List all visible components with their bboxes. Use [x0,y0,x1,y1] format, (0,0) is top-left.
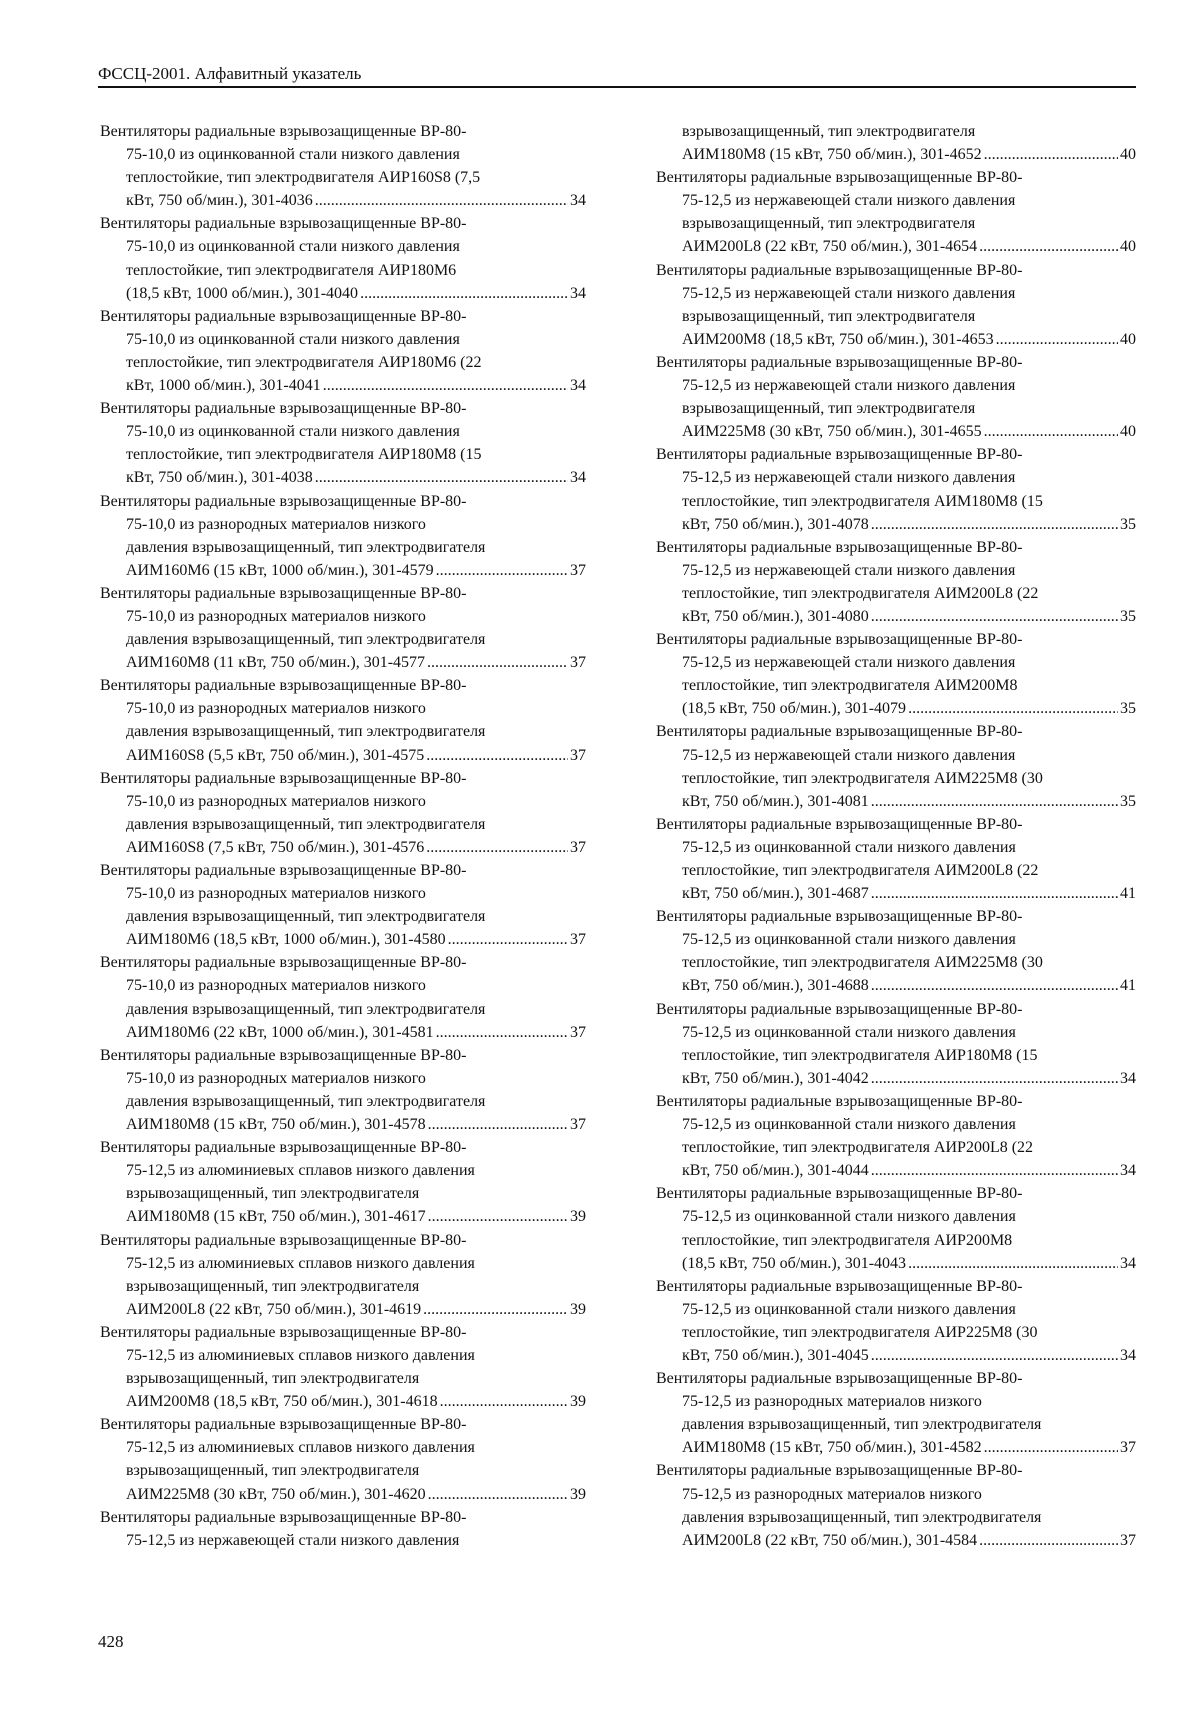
index-entry-text: АИМ200М8 (18,5 кВт, 750 об/мин.), 301-4653 [682,330,994,348]
dot-leader [984,1436,1118,1459]
index-entry-line: 75-10,0 из разнородных материалов низкого [126,792,426,810]
index-entry-text: АИМ180М8 (15 кВт, 750 об/мин.), 301-4582 [682,1439,982,1457]
index-entry-line: Вентиляторы радиальные взрывозащищенные ВР-80- [100,584,467,602]
index-entry-text: кВт, 750 об/мин.), 301-4080 [682,607,869,625]
dot-leader [996,328,1118,351]
index-entry-line: Вентиляторы радиальные взрывозащищенные ВР-80- [100,123,467,140]
dot-leader [908,1252,1118,1275]
index-entry [656,1090,1136,1182]
index-entry-line: взрывозащищенный, тип электродвигателя [126,1462,420,1480]
index-entry [656,1367,1136,1459]
dot-leader [428,1113,568,1136]
index-entry-line: давления взрывозащищенный, тип электродвигателя [682,1416,1042,1434]
index-entry-page: 37 [570,838,586,856]
index-entry-line: взрывозащищенный, тип электродвигателя [126,1277,420,1295]
index-entry-line: 75-12,5 из оцинкованной стали низкого давления [682,1023,1016,1041]
index-entry-text: АИМ200L8 (22 кВт, 750 об/мин.), 301-4654 [682,238,978,256]
dot-leader [323,374,568,397]
index-entry-last-line [100,374,586,397]
index-entry-line: давления взрывозащищенный, тип электродвигателя [126,815,486,833]
index-entry-line: 75-12,5 из нержавеющей стали низкого давления [682,469,1016,487]
index-entry-line: 75-12,5 из нержавеющей стали низкого давления [682,192,1016,210]
index-entry-line: Вентиляторы радиальные взрывозащищенные ВР-80- [656,1277,1023,1295]
index-entry-last-line [100,651,586,674]
index-entry-text: АИМ225М8 (30 кВт, 750 об/мин.), 301-4655 [682,423,982,441]
index-entry-page: 35 [1120,515,1136,533]
dot-leader [436,1021,568,1044]
index-entry-line: 75-10,0 из оцинкованной стали низкого давления [126,238,460,256]
index-entry-page: 39 [570,1208,586,1226]
index-entry [656,443,1136,535]
index-entry-text: АИМ200L8 (22 кВт, 750 об/мин.), 301-4584 [682,1531,978,1549]
index-entry [100,397,586,489]
index-entry-line: Вентиляторы радиальные взрывозащищенные ВР-80- [656,723,1023,741]
index-entry-line: теплостойкие, тип электродвигателя АИМ180М8 (15 [682,492,1043,510]
index-entry-last-line [656,1436,1136,1459]
dot-leader [360,282,568,305]
index-entry-last-line [656,143,1136,166]
index-entry-line: 75-10,0 из разнородных материалов низкого [126,607,426,625]
index-entry [656,351,1136,443]
index-entry-line: теплостойкие, тип электродвигателя АИР180М6 [126,261,457,279]
dot-leader [984,143,1118,166]
index-entry-line: взрывозащищенный, тип электродвигателя [126,1185,420,1203]
index-entry-line: 75-12,5 из оцинкованной стали низкого давления [682,1208,1016,1226]
index-entry-last-line [100,1298,586,1321]
index-entry-line: Вентиляторы радиальные взрывозащищенные ВР-80- [100,677,467,695]
index-entry-line: 75-12,5 из алюминиевых сплавов низкого давления [126,1439,475,1457]
index-entry-text: (18,5 кВт, 750 об/мин.), 301-4043 [682,1254,907,1272]
dot-leader [871,882,1118,905]
index-entry-line: 75-12,5 из алюминиевых сплавов низкого давления [126,1162,475,1180]
index-entry-line: Вентиляторы радиальные взрывозащищенные ВР-80- [656,631,1023,649]
index-entry [100,1413,586,1505]
index-entry-text: АИМ225М8 (30 кВт, 750 об/мин.), 301-4620 [126,1485,426,1503]
index-entry-line: 75-10,0 из разнородных материалов низкого [126,515,426,533]
index-entry [656,166,1136,258]
index-entry [656,628,1136,720]
index-entry-line: 75-10,0 из разнородных материалов низкого [126,1069,426,1087]
index-entry-page: 39 [570,1485,586,1503]
index-entry-page: 39 [570,1300,586,1318]
index-entry-line: давления взрывозащищенный, тип электродвигателя [682,1508,1042,1526]
index-entry-line: взрывозащищенный, тип электродвигателя [682,400,976,418]
index-entry-line: взрывозащищенный, тип электродвигателя [126,1370,420,1388]
index-entry-page: 34 [1120,1254,1136,1272]
index-entry-line: теплостойкие, тип электродвигателя АИМ225М8 (30 [682,954,1043,972]
dot-leader [871,1344,1118,1367]
index-entry-last-line [100,1113,586,1136]
dot-leader [871,790,1118,813]
index-entry-line: 75-12,5 из нержавеющей стали низкого давления [682,746,1016,764]
index-entry-last-line [100,1390,586,1413]
index-entry-page: 37 [570,561,586,579]
index-entry-last-line [100,928,586,951]
index-entry-line: теплостойкие, тип электродвигателя АИР200L8 (22 [682,1139,1034,1157]
index-entry-text: АИМ180М8 (15 кВт, 750 об/мин.), 301-4617 [126,1208,426,1226]
index-entry-line: Вентиляторы радиальные взрывозащищенные ВР-80- [656,169,1023,187]
index-entry [656,259,1136,351]
index-entry-page: 37 [570,931,586,949]
index-entry-line: теплостойкие, тип электродвигателя АИР200М8 [682,1231,1013,1249]
index-entry-page: 40 [1120,423,1136,441]
index-entry-last-line [656,1252,1136,1275]
index-entry-page: 34 [1120,1069,1136,1087]
index-entry-line: Вентиляторы радиальные взрывозащищенные ВР-80- [656,815,1023,833]
index-entry-text: кВт, 750 об/мин.), 301-4045 [682,1346,869,1364]
index-entry [100,951,586,1043]
index-entry-line: 75-12,5 из алюминиевых сплавов низкого давления [126,1254,475,1272]
index-entry [656,720,1136,812]
index-entry-line: 75-12,5 из оцинкованной стали низкого давления [682,1116,1016,1134]
index-entry-text: кВт, 750 об/мин.), 301-4044 [682,1162,869,1180]
index-entry-line: взрывозащищенный, тип электродвигателя [682,123,976,140]
index-entry-line: 75-10,0 из разнородных материалов низкого [126,700,426,718]
dot-leader [315,466,568,489]
index-entry-last-line [100,282,586,305]
dot-leader [427,651,568,674]
index-entry-page: 37 [570,746,586,764]
index-entry [100,1506,586,1552]
index-entry-page: 34 [570,192,586,210]
index-entry-line: Вентиляторы радиальные взрывозащищенные ВР-80- [100,769,467,787]
index-entry-page: 37 [570,1116,586,1134]
index-entry-last-line [100,744,586,767]
index-entry [100,1229,586,1321]
index-entry-line: Вентиляторы радиальные взрывозащищенные ВР-80- [100,1416,467,1434]
index-entry-text: АИМ160S8 (5,5 кВт, 750 об/мин.), 301-4575 [126,746,425,764]
index-entry-text: кВт, 750 об/мин.), 301-4078 [682,515,869,533]
index-entry-line: Вентиляторы радиальные взрывозащищенные ВР-80- [100,1046,467,1064]
index-entry-line: Вентиляторы радиальные взрывозащищенные ВР-80- [100,1231,467,1249]
index-entry-line: теплостойкие, тип электродвигателя АИР180М8 (15 [126,446,482,464]
index-entry-last-line [100,466,586,489]
index-entry-page: 40 [1120,330,1136,348]
index-entry-text: кВт, 750 об/мин.), 301-4036 [126,192,313,210]
index-entry-line: Вентиляторы радиальные взрывозащищенные ВР-80- [656,908,1023,926]
index-entry-page: 41 [1120,977,1136,995]
index-entry-last-line [656,697,1136,720]
index-entry-line: 75-12,5 из разнородных материалов низкого [682,1485,982,1503]
index-entry-text: АИМ200L8 (22 кВт, 750 об/мин.), 301-4619 [126,1300,422,1318]
index-entry-page: 34 [1120,1162,1136,1180]
index-entry [656,998,1136,1090]
index-entry-last-line [656,790,1136,813]
index-entry-last-line [656,1529,1136,1552]
index-entry-line: давления взрывозащищенный, тип электродвигателя [126,908,486,926]
index-entry-line: Вентиляторы радиальные взрывозащищенные ВР-80- [100,1508,467,1526]
dot-leader [979,235,1118,258]
dot-leader [315,189,568,212]
dot-leader [440,1390,568,1413]
index-entry-line: теплостойкие, тип электродвигателя АИМ200L8 (22 [682,862,1039,879]
index-entry-last-line [100,1483,586,1506]
index-entry-line: 75-10,0 из разнородных материалов низкого [126,885,426,903]
dot-leader [436,559,568,582]
index-entry [656,1275,1136,1367]
index-entry [100,674,586,766]
index-entry-line: 75-12,5 из разнородных материалов низкого [682,1393,982,1411]
index-entry-page: 37 [570,1023,586,1041]
dot-leader [448,928,568,951]
index-entry-line: 75-12,5 из нержавеющей стали низкого давления [682,561,1016,579]
index-entry-text: кВт, 750 об/мин.), 301-4687 [682,885,869,903]
index-entry-line: давления взрывозащищенный, тип электродвигателя [126,1092,486,1110]
index-entry-line: теплостойкие, тип электродвигателя АИР160S8 (7,5 [126,169,481,187]
index-entry [100,1321,586,1413]
page-number: 428 [98,1632,124,1651]
index-entry [100,582,586,674]
index-entry-last-line [100,559,586,582]
index-entry [656,905,1136,997]
index-entry-line: 75-12,5 из нержавеющей стали низкого давления [682,377,1016,395]
index-entry [100,859,586,951]
index-entry-page: 35 [1120,607,1136,625]
index-entry [100,1044,586,1136]
index-entry-line: 75-12,5 из оцинкованной стали низкого давления [682,838,1016,856]
index-entry-line: Вентиляторы радиальные взрывозащищенные ВР-80- [100,400,467,418]
index-column-right [656,120,1136,1552]
index-entry-line: взрывозащищенный, тип электродвигателя [682,307,976,325]
index-entry-page: 35 [1120,700,1136,718]
index-entry-last-line [656,1344,1136,1367]
index-entry-line: Вентиляторы радиальные взрывозащищенные ВР-80- [656,1370,1023,1388]
index-entry-line: Вентиляторы радиальные взрывозащищенные ВР-80- [656,1000,1023,1018]
index-entry-text: АИМ160М8 (11 кВт, 750 об/мин.), 301-4577 [126,654,426,672]
index-entry-page: 37 [570,654,586,672]
index-entry-text: АИМ180М8 (15 кВт, 750 об/мин.), 301-4652 [682,146,982,164]
index-entry-line: Вентиляторы радиальные взрывозащищенные ВР-80- [656,446,1023,464]
index-entry-line: теплостойкие, тип электродвигателя АИМ200L8 (22 [682,584,1039,602]
index-entry-text: (18,5 кВт, 750 об/мин.), 301-4079 [682,700,907,718]
index-entry-text: АИМ160М6 (15 кВт, 1000 об/мин.), 301-4579 [126,561,434,579]
index-entry-line: теплостойкие, тип электродвигателя АИМ200М8 [682,677,1018,695]
index-entry [100,1136,586,1228]
dot-leader [426,744,568,767]
index-column-left [100,120,586,1552]
index-entry-last-line [100,189,586,212]
index-entry-last-line [100,1205,586,1228]
index-entry-line: давления взрывозащищенный, тип электродвигателя [126,538,486,556]
index-entry-line: 75-12,5 из алюминиевых сплавов низкого давления [126,1346,475,1364]
index-entry-line: Вентиляторы радиальные взрывозащищенные ВР-80- [100,1323,467,1341]
index-entry-line: Вентиляторы радиальные взрывозащищенные ВР-80- [100,492,467,510]
index-entry-text: кВт, 750 об/мин.), 301-4042 [682,1069,869,1087]
index-entry-last-line [656,328,1136,351]
dot-leader [871,513,1118,536]
dot-leader [871,1067,1118,1090]
index-entry-page: 37 [1120,1531,1136,1549]
index-entry-text: АИМ160S8 (7,5 кВт, 750 об/мин.), 301-4576 [126,838,425,856]
index-entry-line: теплостойкие, тип электродвигателя АИМ225М8 (30 [682,769,1043,787]
index-entry-text: кВт, 750 об/мин.), 301-4038 [126,469,313,487]
index-entry-page: 39 [570,1393,586,1411]
index-entry-line: 75-10,0 из оцинкованной стали низкого давления [126,423,460,441]
index-entry-line: 75-12,5 из нержавеющей стали низкого давления [682,284,1016,302]
index-entry-line: взрывозащищенный, тип электродвигателя [682,215,976,233]
index-entry-text: АИМ180М6 (22 кВт, 1000 об/мин.), 301-4581 [126,1023,434,1041]
dot-leader [428,1483,568,1506]
index-entry-line: 75-10,0 из разнородных материалов низкого [126,977,426,995]
index-entry-last-line [656,974,1136,997]
index-entry-line: 75-10,0 из оцинкованной стали низкого давления [126,330,460,348]
index-entry-line: давления взрывозащищенный, тип электродвигателя [126,631,486,649]
index-entry-page: 34 [570,377,586,395]
index-entry-page: 34 [1120,1346,1136,1364]
index-entry-page: 40 [1120,238,1136,256]
index-entry-line: Вентиляторы радиальные взрывозащищенные ВР-80- [656,353,1023,371]
index-entry-page: 34 [570,284,586,302]
index-entry-page: 37 [1120,1439,1136,1457]
index-entry [656,120,1136,166]
index-entry-line: Вентиляторы радиальные взрывозащищенные ВР-80- [100,307,467,325]
index-entry-page: 41 [1120,885,1136,903]
index-entry-line: 75-12,5 из оцинкованной стали низкого давления [682,931,1016,949]
index-entry-text: кВт, 750 об/мин.), 301-4081 [682,792,869,810]
index-entry-last-line [656,420,1136,443]
index-entry-line: Вентиляторы радиальные взрывозащищенные ВР-80- [100,1139,467,1157]
dot-leader [423,1298,568,1321]
index-entry [656,1182,1136,1274]
index-entry-text: АИМ200М8 (18,5 кВт, 750 об/мин.), 301-4618 [126,1393,438,1411]
index-entry-line: теплостойкие, тип электродвигателя АИР180М8 (15 [682,1046,1038,1064]
index-entry-last-line [656,235,1136,258]
index-entry-line: Вентиляторы радиальные взрывозащищенные ВР-80- [100,862,467,879]
index-entry-line: теплостойкие, тип электродвигателя АИР180М6 (22 [126,353,482,371]
index-entry [656,813,1136,905]
index-entry [100,120,586,212]
index-entry-line: Вентиляторы радиальные взрывозащищенные ВР-80- [656,1185,1023,1203]
index-entry-page: 40 [1120,146,1136,164]
index-entry [100,767,586,859]
index-entry-last-line [656,513,1136,536]
index-entry-last-line [656,882,1136,905]
index-entry-last-line [100,1021,586,1044]
index-entry [656,536,1136,628]
index-entry-page: 35 [1120,792,1136,810]
dot-leader [908,697,1118,720]
index-entry-line: Вентиляторы радиальные взрывозащищенные ВР-80- [656,1092,1023,1110]
dot-leader [871,974,1118,997]
dot-leader [871,605,1118,628]
index-entry-line: 75-12,5 из нержавеющей стали низкого давления [126,1531,460,1549]
index-entry [100,212,586,304]
index-entry-line: 75-12,5 из нержавеющей стали низкого давления [682,654,1016,672]
index-entry-last-line [656,1159,1136,1182]
index-entry-line: Вентиляторы радиальные взрывозащищенные ВР-80- [100,954,467,972]
index-entry-line: теплостойкие, тип электродвигателя АИР225М8 (30 [682,1323,1038,1341]
index-entry-line: давления взрывозащищенный, тип электродвигателя [126,1000,486,1018]
index-entry-last-line [100,836,586,859]
index-entry-text: (18,5 кВт, 1000 об/мин.), 301-4040 [126,284,359,302]
index-entry [100,490,586,582]
index-entry-line: Вентиляторы радиальные взрывозащищенные ВР-80- [100,215,467,233]
index-entry [656,1459,1136,1551]
running-header [98,64,1136,88]
index-entry-line: Вентиляторы радиальные взрывозащищенные ВР-80- [656,1462,1023,1480]
index-entry-text: кВт, 1000 об/мин.), 301-4041 [126,377,321,395]
index-entry-text: АИМ180М6 (18,5 кВт, 1000 об/мин.), 301-4580 [126,931,446,949]
header-title: ФССЦ-2001. Алфавитный указатель [98,64,362,83]
index-entry-line: Вентиляторы радиальные взрывозащищенные ВР-80- [656,538,1023,556]
index-entry-text: АИМ180М8 (15 кВт, 750 об/мин.), 301-4578 [126,1116,426,1134]
dot-leader [428,1205,568,1228]
dot-leader [426,836,568,859]
index-entry-text: кВт, 750 об/мин.), 301-4688 [682,977,869,995]
index-entry-line: давления взрывозащищенный, тип электродвигателя [126,723,486,741]
index-entry-last-line [656,1067,1136,1090]
index-entry-last-line [656,605,1136,628]
index-entry [100,305,586,397]
dot-leader [979,1529,1118,1552]
dot-leader [984,420,1118,443]
index-entry-page: 34 [570,469,586,487]
index-entry-line: 75-10,0 из оцинкованной стали низкого давления [126,146,460,164]
dot-leader [871,1159,1118,1182]
index-entry-line: 75-12,5 из оцинкованной стали низкого давления [682,1300,1016,1318]
index-entry-line: Вентиляторы радиальные взрывозащищенные ВР-80- [656,261,1023,279]
